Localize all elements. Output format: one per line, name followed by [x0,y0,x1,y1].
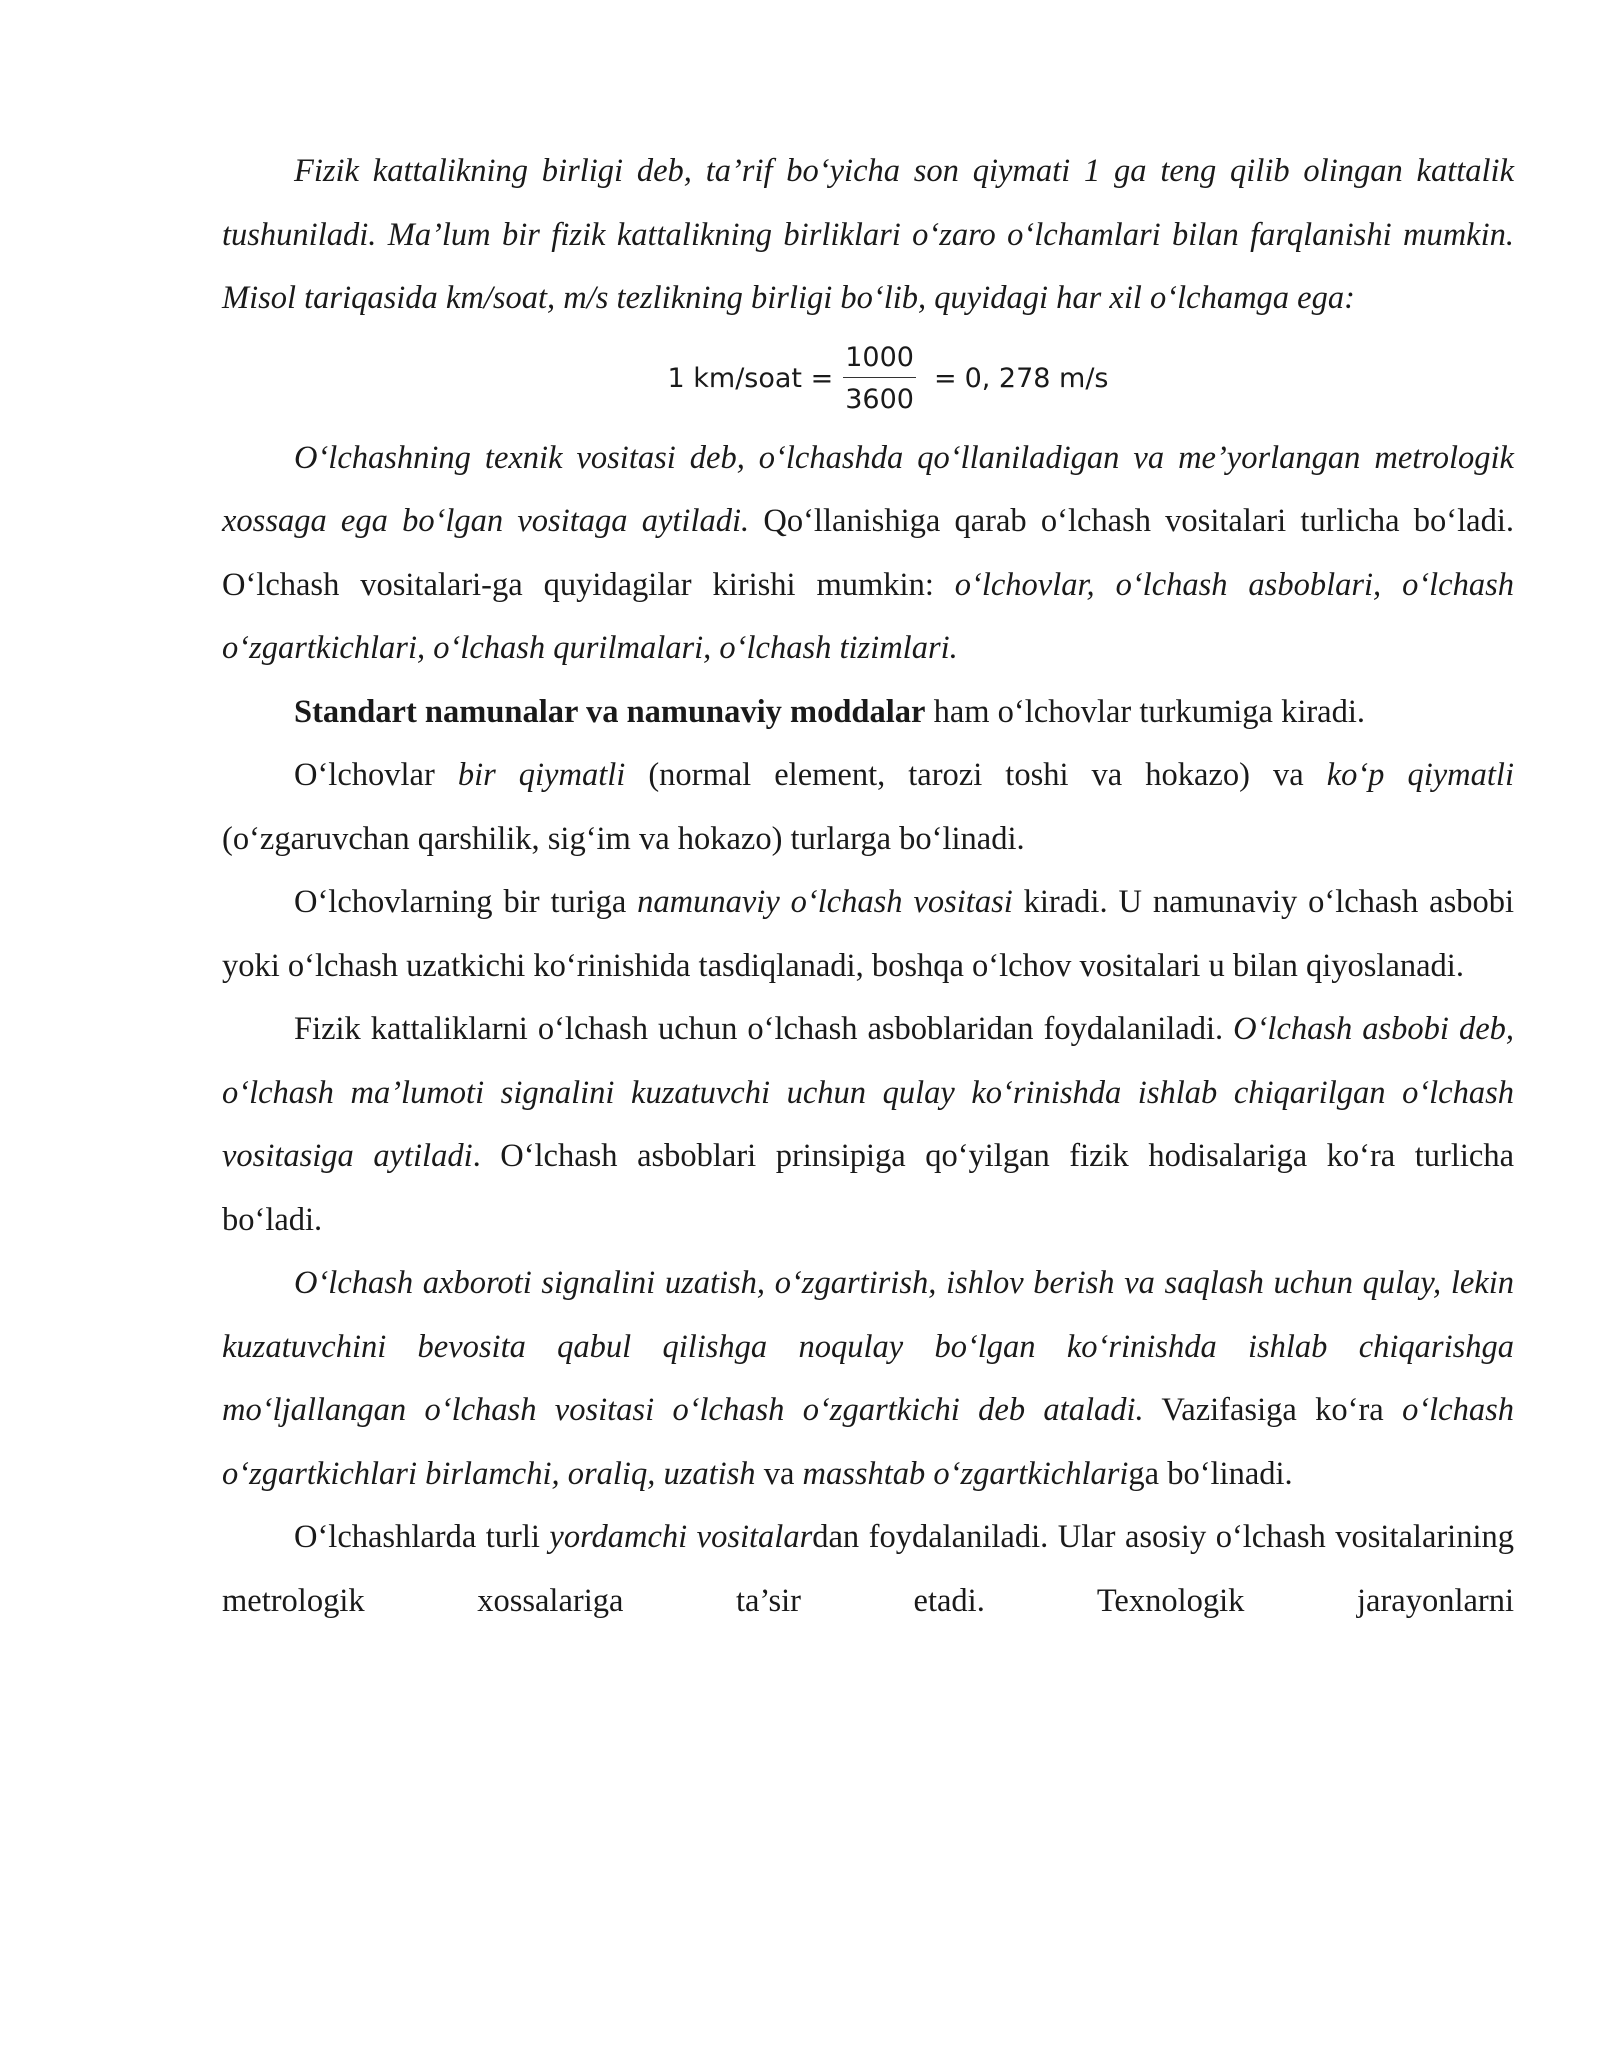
measures-types-text-1: O‘lchovlar [294,757,458,793]
transducers-text-2: va [755,1455,803,1492]
measuring-means-list: o‘lchovlar, o‘lchash asboblari, o‘lchash o‘zgartkichlari, o‘lchash qurilmalari, o‘lchash tizimlari. [222,566,1515,666]
paragraph-standard-samples [222,681,1514,745]
reference-means-text-1: O‘lchovlarning bir turiga [294,884,638,920]
transducers-text-3: ga bo‘linadi. [1128,1455,1293,1492]
transducers-definition: O‘lchash axboroti signalini uzatish, o‘zgartirish, ishlov berish va saqlash uchun qulay, lekin kuzatuvchini bevosita qabul qilishga noqulay bo‘lgan ko‘rinishda ishlab chiqarishga mo‘ljallangan o‘lchash vositasi o‘lchash o‘zgartkichi deb ataladi. [222,1265,1514,1428]
transducers-italic-types: o‘lchash o‘zgartkichlari birlamchi, oraliq, uzatish [222,1392,1514,1492]
paragraph-auxiliary-means [222,1506,1514,1633]
transducers-text-1: Vazifasiga ko‘ra [1143,1392,1403,1428]
paragraph-measures-types [222,744,1514,871]
reference-means-text-2: kiradi. U namunaviy o‘lchash asbobi yoki o‘lchash uzatkichi ko‘rinishida tasdiqlanadi, boshqa o‘lchov vositalari u bilan qiyoslanadi. [222,884,1514,984]
paragraph-unit-definition [222,140,1514,331]
measuring-means-definition: O‘lchashning texnik vositasi deb, o‘lchashda qo‘llaniladigan va me’yorlangan metrologik xossaga ega bo‘lgan vositaga aytiladi. [222,439,1514,539]
instruments-text-2: . O‘lchash asboblari prinsipiga qo‘yilgan fizik hodisalariga ko‘ra turlicha bo‘ladi. [222,1138,1514,1238]
formula-equals: = [933,363,957,394]
measures-types-text-2: (normal element, tarozi toshi va hokazo) va [625,757,1327,793]
auxiliary-means-italic: yordamchi vositalar [549,1519,813,1555]
paragraph-reference-means [222,871,1514,998]
formula-denominator: 3600 [845,384,914,415]
formula-lhs: 1 km/soat = [667,363,834,394]
conversion-formula [222,329,1514,429]
formula-rhs: 0, 278 m/s [964,363,1109,394]
paragraph-instruments [222,998,1514,1252]
measures-types-italic-1: bir qiymatli [457,757,626,793]
transducers-italic-scale: masshtab o‘zgartkichlari [802,1455,1129,1492]
auxiliary-means-text-1: O‘lchashlarda turli [294,1519,550,1555]
paragraph-transducers [222,1252,1514,1506]
instruments-italic: O‘lchash asbobi deb, o‘lchash ma’lumoti signalini kuzatuvchi uchun qulay ko‘rinishda ishlab chiqarilgan o‘lchash vositasiga aytiladi [222,1011,1515,1174]
document-page [222,140,1514,1633]
instruments-text-1: Fizik kattaliklarni o‘lchash uchun o‘lchash asboblaridan foydalaniladi. [294,1011,1234,1047]
unit-definition-text: Fizik kattalikning birligi deb, ta’rif bo‘yicha son qiymati 1 ga teng qilib olingan kattalik tushuniladi. Ma’lum bir fizik kattalikning birliklari o‘zaro o‘lchamlari bilan farqlanishi mumkin. Misol tariqasida km/soat, m/s tezlikning birligi bo‘lib, quyidagi har xil o‘lchamga ega: [222,153,1514,316]
standard-samples-text: ham o‘lchovlar turkumiga kiradi. [925,693,1365,730]
measures-types-italic-2: ko‘p qiymatli [1326,757,1514,793]
formula-numerator: 1000 [843,344,916,378]
standard-samples-bold: Standart namunalar va namunaviy moddalar [294,693,926,730]
measuring-means-text: Qo‘llanishiga qarab o‘lchash vositalari turlicha bo‘ladi. O‘lchash vositalari-ga quyidagilar kirishi mumkin: [222,503,1514,603]
reference-means-italic: namunaviy o‘lchash vositasi [637,884,1013,920]
formula-fraction [843,344,916,413]
measures-types-text-3: (o‘zgaruvchan qarshilik, sig‘im va hokazo) turlarga bo‘linadi. [222,820,1025,857]
auxiliary-means-text-2: dan foydalaniladi. Ular asosiy o‘lchash vositalarining metrologik xossalariga ta’sir etadi. Texnologik jarayonlarni [222,1519,1514,1619]
paragraph-measuring-means [222,427,1514,681]
